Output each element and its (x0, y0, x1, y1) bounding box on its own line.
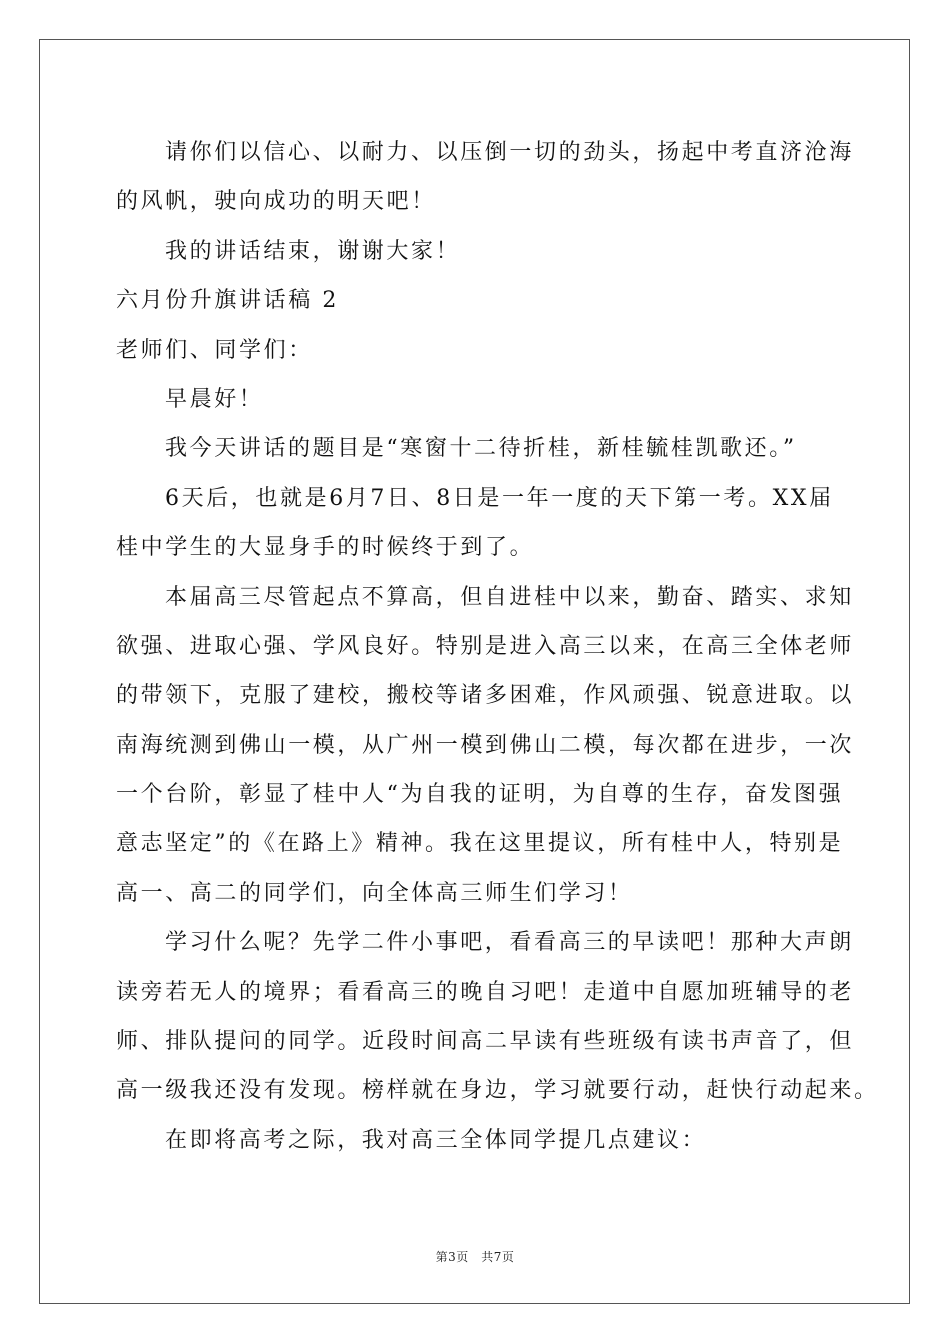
paragraph-line: 早晨好！ (165, 386, 264, 412)
paragraph-line: 意志坚定”的《在路上》精神。我在这里提议，所有桂中人，特别是 (116, 831, 844, 857)
paragraph-line: 师、排队提问的同学。近段时间高二早读有些班级有读书声音了，但 (116, 1029, 855, 1055)
paragraph-line: 在即将高考之际，我对高三全体同学提几点建议： (165, 1127, 707, 1153)
salutation: 老师们、同学们： (116, 337, 313, 363)
paragraph-line: 一个台阶，彰显了桂中人“为自我的证明，为自尊的生存，奋发图强 (116, 782, 844, 808)
document-body (116, 128, 879, 1165)
paragraph-line: 欲强、进取心强、学风良好。特别是进入高三以来，在高三全体老师 (116, 633, 855, 659)
paragraph-line: 的风帆，驶向成功的明天吧！ (116, 189, 436, 215)
paragraph-line: 我的讲话结束，谢谢大家！ (165, 238, 461, 264)
paragraph-line: 我今天讲话的题目是“寒窗十二待折桂，新桂毓桂凯歌还。” (165, 436, 797, 462)
paragraph-line: 南海统测到佛山一模，从广州一模到佛山二模，每次都在进步，一次 (116, 732, 855, 758)
paragraph-line: 请你们以信心、以耐力、以压倒一切的劲头，扬起中考直济沧海 (165, 140, 854, 165)
paragraph-line: 的带领下，克服了建校，搬校等诸多困难，作风顽强、锐意进取。以 (116, 683, 855, 709)
paragraph-line: 本届高三尽管起点不算高，但自进桂中以来，勤奋、踏实、求知 (165, 584, 854, 610)
paragraph-line: 高一、高二的同学们，向全体高三师生们学习！ (116, 880, 633, 906)
paragraph-line: 高一级我还没有发现。榜样就在身边，学习就要行动，赶快行动起来。 (116, 1078, 879, 1104)
paragraph-line: 6天后，也就是6月7日、8日是一年一度的天下第一考。XX届 (165, 485, 834, 511)
paragraph-line: 学习什么呢？先学二件小事吧，看看高三的早读吧！那种大声朗 (165, 930, 854, 956)
section-title: 六月份升旗讲话稿 2 (116, 288, 339, 314)
paragraph-line: 读旁若无人的境界；看看高三的晚自习吧！走道中自愿加班辅导的老 (116, 979, 855, 1005)
page-number-footer: 第3页 共7页 (435, 1250, 515, 1264)
paragraph-line: 桂中学生的大显身手的时候终于到了。 (116, 535, 535, 561)
